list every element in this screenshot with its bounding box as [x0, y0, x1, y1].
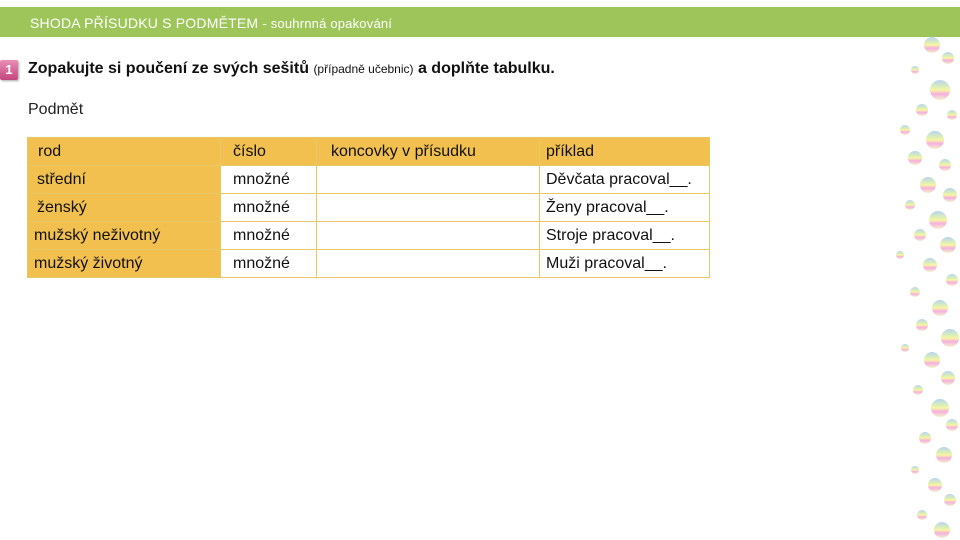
- table-row: [28, 166, 710, 194]
- slide-title: [30, 15, 392, 31]
- cell-rod: ženský: [28, 194, 221, 222]
- instruction-main: Zopakujte si poučení ze svých sešitů: [28, 60, 309, 77]
- cell-cislo: množné: [221, 166, 317, 194]
- cell-cislo: množné: [221, 222, 317, 250]
- cell-priklad: Muži pracoval__.: [540, 250, 710, 278]
- cell-priklad: Děvčata pracoval__.: [540, 166, 710, 194]
- table-header-row: [28, 138, 710, 166]
- cell-rod: mužský životný: [28, 250, 221, 278]
- agreement-table: [27, 137, 710, 278]
- table-row: [28, 250, 710, 278]
- instruction-end: a doplňte tabulku.: [417, 60, 555, 77]
- header-koncovky: koncovky v přísudku: [317, 138, 540, 166]
- cell-koncovky[interactable]: [317, 250, 540, 278]
- table-row: [28, 194, 710, 222]
- header-priklad: příklad: [540, 138, 710, 166]
- title-bar: [0, 7, 960, 37]
- cell-priklad: Ženy pracoval__.: [540, 194, 710, 222]
- instruction-note: (případně učebnic): [313, 62, 414, 76]
- cell-koncovky[interactable]: [317, 222, 540, 250]
- cell-rod: mužský neživotný: [28, 222, 221, 250]
- cell-cislo: množné: [221, 194, 317, 222]
- cell-priklad: Stroje pracoval__.: [540, 222, 710, 250]
- task-number-badge: 1: [0, 60, 18, 80]
- task-instruction: [28, 60, 555, 78]
- decorative-bubbles: [860, 30, 960, 540]
- section-label: Podmět: [28, 101, 84, 118]
- slide-title-sub: - souhrnná opakování: [262, 16, 393, 31]
- cell-cislo: množné: [221, 250, 317, 278]
- cell-koncovky[interactable]: [317, 194, 540, 222]
- header-cislo: číslo: [221, 138, 317, 166]
- table-row: [28, 222, 710, 250]
- header-rod: rod: [28, 138, 221, 166]
- cell-rod: střední: [28, 166, 221, 194]
- cell-koncovky[interactable]: [317, 166, 540, 194]
- slide-title-main: SHODA PŘÍSUDKU S PODMĚTEM: [30, 15, 259, 31]
